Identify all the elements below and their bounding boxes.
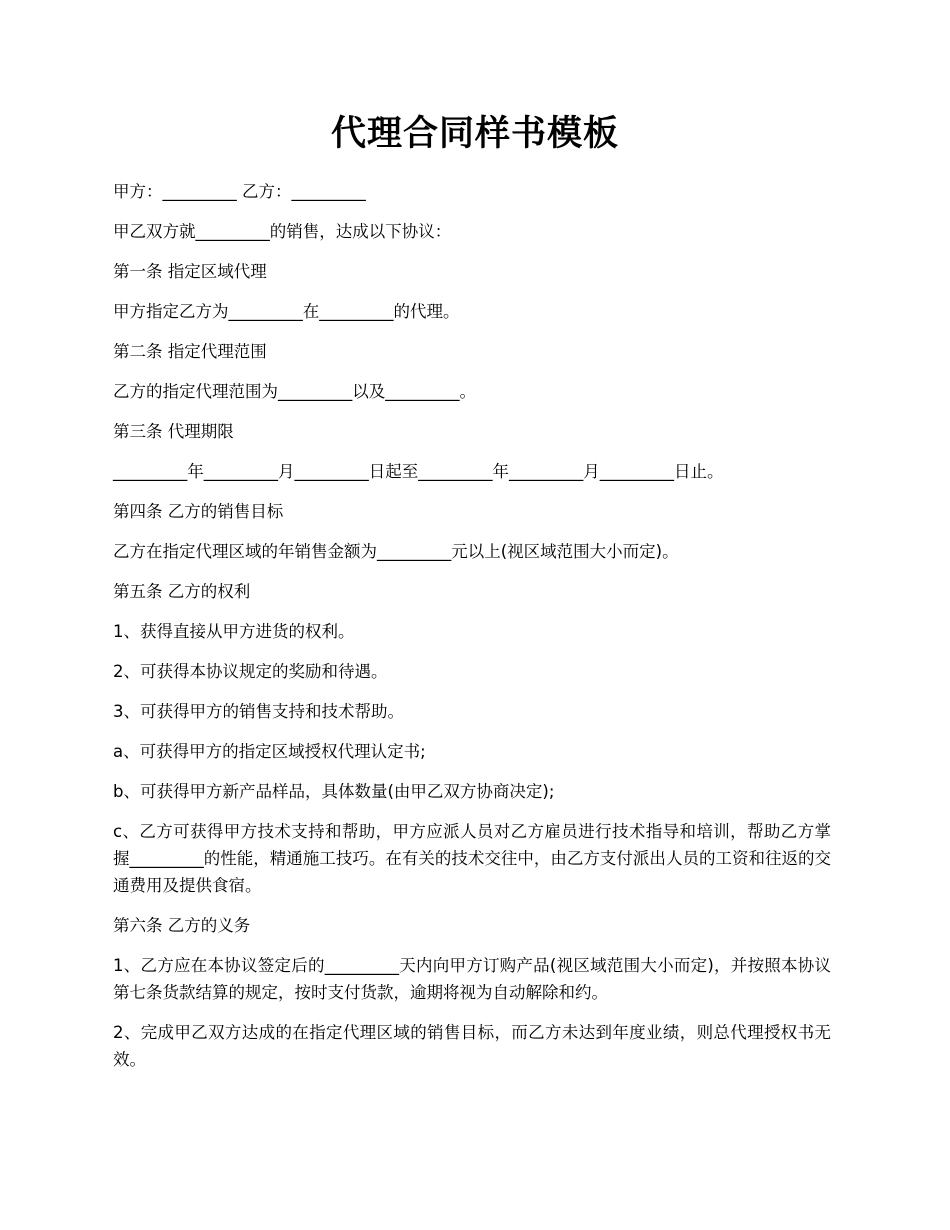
- article-5-item-1: 1、获得直接从甲方进货的权利。: [113, 622, 355, 641]
- article-4-heading: 第四条 乙方的销售目标: [113, 502, 284, 521]
- article-1-text: 甲方指定乙方为_________在_________的代理。: [113, 302, 460, 321]
- document-body: [113, 178, 831, 1086]
- article-5-subitem-c: c、乙方可获得甲方技术支持和帮助，甲方应派人员对乙方雇员进行技术指导和培训，帮助乙方掌握_________的性能，精通施工技巧。在有关的技术交往中，由乙方支付派出人员的工资和往返的交通费用及提供食宿。: [113, 822, 831, 895]
- article-1-heading: 第一条 指定区域代理: [113, 262, 267, 281]
- article-5-subitem-a: a、可获得甲方的指定区域授权代理认定书;: [113, 742, 426, 761]
- document-title: 代理合同样书模板: [330, 113, 619, 154]
- article-6-heading: 第六条 乙方的义务: [113, 916, 251, 935]
- article-5-heading: 第五条 乙方的权利: [113, 582, 251, 601]
- article-6-item-2: 2、完成甲乙双方达成的在指定代理区域的销售目标，而乙方未达到年度业绩，则总代理授权书无效。: [113, 1023, 831, 1069]
- article-4-text: 乙方在指定代理区域的年销售金额为_________元以上(视区域范围大小而定)。: [113, 542, 679, 561]
- article-3-heading: 第三条 代理期限: [113, 422, 234, 441]
- party-line: 甲方：_________ 乙方：_________: [113, 182, 366, 201]
- article-5-subitem-b: b、可获得甲方新产品样品，具体数量(由甲乙双方协商决定);: [113, 782, 555, 801]
- article-5-item-3: 3、可获得甲方的销售支持和技术帮助。: [113, 702, 404, 721]
- article-3-text: _________年_________月_________日起至_________年_________月_________日止。: [113, 462, 724, 481]
- agreement-intro: 甲乙双方就_________的销售，达成以下协议：: [113, 222, 452, 241]
- article-2-heading: 第二条 指定代理范围: [113, 342, 267, 361]
- article-2-text: 乙方的指定代理范围为_________以及_________。: [113, 382, 476, 401]
- article-6-item-1: 1、乙方应在本协议签定后的_________天内向甲方订购产品(视区域范围大小而定)，并按照本协议第七条货款结算的规定，按时支付货款，逾期将视为自动解除和约。: [113, 956, 831, 1002]
- article-5-item-2: 2、可获得本协议规定的奖励和待遇。: [113, 662, 388, 681]
